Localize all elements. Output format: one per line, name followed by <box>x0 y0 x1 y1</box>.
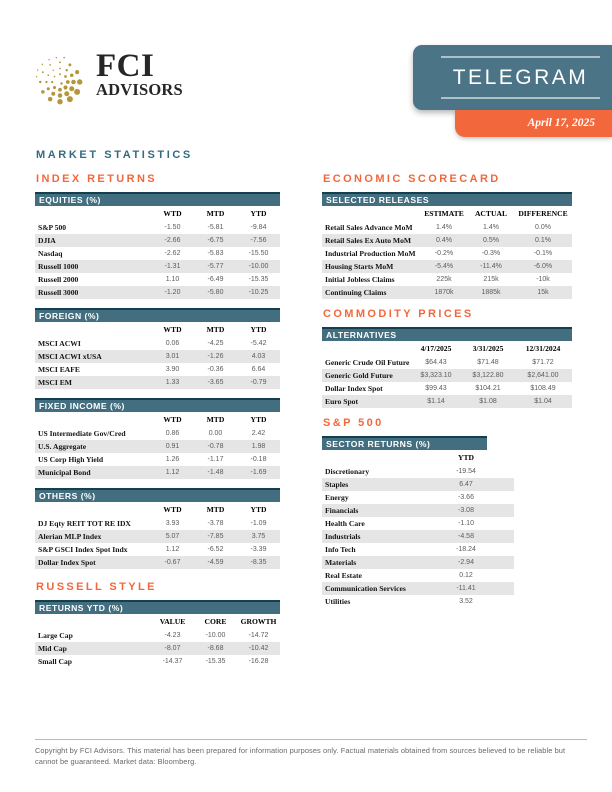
cell-value: -4.58 <box>458 533 474 540</box>
row-label: Industrials <box>325 532 361 541</box>
logo-advisors: ADVISORS <box>96 80 183 100</box>
table-title-bar: EQUITIES (%) <box>35 192 280 206</box>
cell-value: -0.78 <box>207 443 224 450</box>
cell-value: -8.68 <box>207 645 224 652</box>
cell-value: 15k <box>537 289 549 296</box>
row-label: Dollar Index Spot <box>38 558 96 567</box>
row-label: Real Estate <box>325 571 362 580</box>
row-label: Russell 1000 <box>38 262 79 271</box>
cell-value: -9.84 <box>250 224 267 231</box>
cell-value: -8.35 <box>250 559 267 566</box>
cell-value: -7.85 <box>207 533 224 540</box>
foreign-table <box>35 308 280 389</box>
sp500-heading: S&P 500 <box>323 417 384 429</box>
row-label: Euro Spot <box>325 397 358 406</box>
cell-value: -15.35 <box>248 276 269 283</box>
table-row <box>322 530 514 543</box>
cell-value: 215k <box>483 276 499 283</box>
column-header: MTD <box>206 415 225 424</box>
cell-value: 1.12 <box>165 469 180 476</box>
column-header: ESTIMATE <box>424 209 464 218</box>
table-row <box>322 247 572 260</box>
row-label: Info Tech <box>325 545 356 554</box>
cell-value: 0.12 <box>459 572 473 579</box>
table-row <box>322 478 514 491</box>
cell-value: -0.3% <box>481 250 501 257</box>
cell-value: -1.69 <box>250 469 267 476</box>
cell-value: 3.01 <box>165 353 180 360</box>
row-label: S&P GSCI Index Spot Indx <box>38 545 128 554</box>
row-label: Russell 3000 <box>38 288 79 297</box>
column-header: WTD <box>163 209 182 218</box>
cell-value: -5.42 <box>250 340 267 347</box>
cell-value: 1.26 <box>165 456 180 463</box>
fci-advisors-logo <box>33 48 183 109</box>
cell-value: -1.10 <box>458 520 474 527</box>
table-row <box>35 376 280 389</box>
copyright-footer: Copyright by FCI Advisors. This material has been prepared for information purposes only. Factual materials obtained from sources believed to be reliable but cannot be guaranteed. Market data: Bloomberg. <box>35 739 587 768</box>
table-header-row <box>322 450 514 465</box>
cell-value: $3,122.80 <box>472 372 504 379</box>
cell-value: 1.4% <box>436 224 452 231</box>
row-label: Small Cap <box>38 657 72 666</box>
table-row <box>35 466 280 479</box>
row-label: MSCI ACWI xUSA <box>38 352 102 361</box>
cell-value: -6.75 <box>207 237 224 244</box>
left-column <box>35 173 285 677</box>
cell-value: -5.4% <box>434 263 454 270</box>
cell-value: -18.24 <box>456 546 476 553</box>
column-header: WTD <box>163 415 182 424</box>
column-header: VALUE <box>159 617 186 626</box>
cell-value: -1.31 <box>164 263 181 270</box>
row-label: Staples <box>325 480 349 489</box>
cell-value: -10.00 <box>205 632 226 639</box>
table-row <box>322 504 514 517</box>
column-header: MTD <box>206 325 225 334</box>
column-header: MTD <box>206 505 225 514</box>
cell-value: -0.18 <box>250 456 267 463</box>
table-title-bar: FIXED INCOME (%) <box>35 398 280 412</box>
cell-value: 1.12 <box>165 546 180 553</box>
cell-value: -5.80 <box>207 289 224 296</box>
alternatives-table <box>322 327 572 408</box>
table-title-bar: ALTERNATIVES <box>322 327 572 341</box>
cell-value: -1.20 <box>164 289 181 296</box>
column-header: MTD <box>206 209 225 218</box>
table-row <box>322 273 572 286</box>
cell-value: -5.83 <box>207 250 224 257</box>
column-header: WTD <box>163 325 182 334</box>
table-row <box>35 629 280 642</box>
row-label: Nasdaq <box>38 249 63 258</box>
cell-value: -1.50 <box>164 224 181 231</box>
cell-value: -7.56 <box>250 237 267 244</box>
page-title: MARKET STATISTICS <box>36 149 193 161</box>
cell-value: -1.09 <box>250 520 267 527</box>
cell-value: -4.59 <box>207 559 224 566</box>
column-header: YTD <box>250 209 267 218</box>
table-row <box>35 247 280 260</box>
row-label: Industrial Production MoM <box>325 249 416 258</box>
table-row <box>322 582 514 595</box>
cell-value: 5.07 <box>165 533 180 540</box>
cell-value: 0.91 <box>165 443 180 450</box>
column-header: DIFFERENCE <box>518 209 568 218</box>
table-title-bar: SELECTED RELEASES <box>322 192 572 206</box>
cell-value: -11.41 <box>456 585 476 592</box>
table-header-row <box>35 614 280 629</box>
cell-value: 3.90 <box>165 366 180 373</box>
cell-value: $1.04 <box>534 398 552 405</box>
cell-value: -14.37 <box>162 658 183 665</box>
column-header: GROWTH <box>240 617 277 626</box>
row-label: U.S. Aggregate <box>38 442 87 451</box>
cell-value: -3.39 <box>250 546 267 553</box>
commodity-prices-heading: COMMODITY PRICES <box>323 308 474 320</box>
cell-value: $1.08 <box>479 398 497 405</box>
table-title-bar: FOREIGN (%) <box>35 308 280 322</box>
cell-value: $1.14 <box>427 398 445 405</box>
row-label: Retail Sales Ex Auto MoM <box>325 236 412 245</box>
cell-value: -10.42 <box>248 645 269 652</box>
cell-value: -5.77 <box>207 263 224 270</box>
cell-value: -3.78 <box>207 520 224 527</box>
cell-value: -6.52 <box>207 546 224 553</box>
cell-value: -3.65 <box>207 379 224 386</box>
table-title-bar: SECTOR RETURNS (%) <box>322 436 487 450</box>
column-header: 4/17/2025 <box>420 344 452 353</box>
table-header-row <box>322 206 572 221</box>
date-ribbon: April 17, 2025 <box>455 110 612 137</box>
cell-value: 3.93 <box>165 520 180 527</box>
table-row <box>322 491 514 504</box>
row-label: Continuing Claims <box>325 288 387 297</box>
row-label: Materials <box>325 558 357 567</box>
table-row <box>322 260 572 273</box>
column-header: CORE <box>204 617 227 626</box>
table-row <box>35 427 280 440</box>
column-header: ACTUAL <box>474 209 508 218</box>
cell-value: 4.03 <box>251 353 266 360</box>
table-row <box>35 530 280 543</box>
table-row <box>322 517 514 530</box>
cell-value: -2.66 <box>164 237 181 244</box>
cell-value: 1870k <box>434 289 454 296</box>
cell-value: -2.62 <box>164 250 181 257</box>
table-row <box>322 234 572 247</box>
table-row <box>35 286 280 299</box>
cell-value: -10k <box>536 276 550 283</box>
table-row <box>35 221 280 234</box>
table-row <box>35 234 280 247</box>
cell-value: -8.07 <box>164 645 181 652</box>
row-label: Russell 2000 <box>38 275 79 284</box>
row-label: MSCI EM <box>38 378 72 387</box>
row-label: MSCI ACWI <box>38 339 81 348</box>
cell-value: 1885k <box>481 289 501 296</box>
row-label: Energy <box>325 493 349 502</box>
table-row <box>35 350 280 363</box>
table-row <box>35 655 280 668</box>
cell-value: -6.49 <box>207 276 224 283</box>
cell-value: $99.43 <box>425 385 447 392</box>
row-label: Generic Gold Future <box>325 371 393 380</box>
table-row <box>322 465 514 478</box>
table-row <box>322 356 572 369</box>
logo-fci: FCI <box>96 48 155 84</box>
equities-table <box>35 192 280 299</box>
cell-value: 0.4% <box>436 237 452 244</box>
row-label: DJIA <box>38 236 56 245</box>
table-row <box>35 543 280 556</box>
cell-value: -1.48 <box>207 469 224 476</box>
cell-value: $3,323.10 <box>420 372 452 379</box>
table-header-row <box>35 502 280 517</box>
cell-value: -16.28 <box>248 658 269 665</box>
row-label: Retail Sales Advance MoM <box>325 223 413 232</box>
column-header: YTD <box>457 453 475 462</box>
cell-value: -15.50 <box>248 250 269 257</box>
row-label: Municipal Bond <box>38 468 91 477</box>
table-header-row <box>322 341 572 356</box>
cell-value: -1.26 <box>207 353 224 360</box>
telegram-banner <box>413 45 612 110</box>
table-row <box>322 569 514 582</box>
cell-value: 0.06 <box>165 340 180 347</box>
column-header: YTD <box>250 325 267 334</box>
row-label: Dollar Index Spot <box>325 384 383 393</box>
row-label: Financials <box>325 506 359 515</box>
russell-style-heading: RUSSELL STYLE <box>36 581 157 593</box>
cell-value: $108.49 <box>530 385 556 392</box>
table-header-row <box>35 206 280 221</box>
cell-value: -14.72 <box>248 632 269 639</box>
table-row <box>322 556 514 569</box>
row-label: DJ Eqty REIT TOT RE IDX <box>38 519 131 528</box>
table-row <box>35 556 280 569</box>
row-label: Mid Cap <box>38 644 67 653</box>
column-header: YTD <box>250 505 267 514</box>
column-header: YTD <box>250 415 267 424</box>
row-label: Discretionary <box>325 467 370 476</box>
cell-value: -19.54 <box>456 468 476 475</box>
row-label: Large Cap <box>38 631 73 640</box>
cell-value: 1.10 <box>165 276 180 283</box>
table-row <box>322 286 572 299</box>
table-row <box>322 543 514 556</box>
cell-value: -0.2% <box>434 250 454 257</box>
table-row <box>35 517 280 530</box>
cell-value: -6.0% <box>533 263 553 270</box>
cell-value: 3.75 <box>251 533 266 540</box>
table-row <box>35 363 280 376</box>
cell-value: -0.1% <box>533 250 553 257</box>
row-label: Initial Jobless Claims <box>325 275 395 284</box>
cell-value: 3.52 <box>459 598 473 605</box>
cell-value: 225k <box>436 276 452 283</box>
table-row <box>35 642 280 655</box>
table-row <box>35 260 280 273</box>
table-row <box>35 273 280 286</box>
cell-value: -3.08 <box>458 507 474 514</box>
table-title-bar: OTHERS (%) <box>35 488 280 502</box>
cell-value: -3.66 <box>458 494 474 501</box>
selected-releases-table <box>322 192 572 299</box>
globe-dots-icon <box>33 55 87 109</box>
cell-value: 0.0% <box>535 224 551 231</box>
cell-value: 0.86 <box>165 430 180 437</box>
row-label: Housing Starts MoM <box>325 262 394 271</box>
cell-value: -4.25 <box>207 340 224 347</box>
row-label: US Intermediate Gov/Cred <box>38 429 126 438</box>
economic-scorecard-heading: ECONOMIC SCORECARD <box>323 173 501 185</box>
table-row <box>35 337 280 350</box>
cell-value: -11.4% <box>480 263 502 270</box>
cell-value: $71.72 <box>532 359 554 366</box>
table-row <box>322 395 572 408</box>
cell-value: 6.47 <box>459 481 473 488</box>
index-returns-heading: INDEX RETURNS <box>36 173 158 185</box>
row-label: MSCI EAFE <box>38 365 80 374</box>
cell-value: $2,641.00 <box>527 372 559 379</box>
table-title-bar: RETURNS YTD (%) <box>35 600 280 614</box>
banner-rule-bottom <box>441 97 600 99</box>
table-header-row <box>35 322 280 337</box>
others-table <box>35 488 280 569</box>
sector-returns-table <box>322 436 514 608</box>
cell-value: 1.4% <box>483 224 499 231</box>
cell-value: 1.98 <box>251 443 266 450</box>
cell-value: -0.79 <box>250 379 267 386</box>
cell-value: -2.94 <box>458 559 474 566</box>
row-label: Alerian MLP Index <box>38 532 102 541</box>
table-row <box>322 369 572 382</box>
table-row <box>35 440 280 453</box>
cell-value: 6.64 <box>251 366 266 373</box>
cell-value: -15.35 <box>205 658 226 665</box>
row-label: Utilities <box>325 597 351 606</box>
cell-value: -5.81 <box>207 224 224 231</box>
cell-value: -10.25 <box>248 289 269 296</box>
russell-returns-table <box>35 600 280 668</box>
cell-value: -4.23 <box>164 632 181 639</box>
right-column <box>322 173 585 617</box>
table-row <box>322 382 572 395</box>
cell-value: -1.17 <box>207 456 224 463</box>
cell-value: 0.00 <box>208 430 223 437</box>
cell-value: $71.48 <box>477 359 499 366</box>
column-header: 3/31/2025 <box>472 344 504 353</box>
table-header-row <box>35 412 280 427</box>
banner-rule-top <box>441 56 600 58</box>
cell-value: -10.00 <box>248 263 269 270</box>
table-row <box>322 595 514 608</box>
cell-value: 2.42 <box>251 430 266 437</box>
fixed-income-table <box>35 398 280 479</box>
row-label: Communication Services <box>325 584 406 593</box>
banner-title: TELEGRAM <box>452 65 589 89</box>
table-row <box>322 221 572 234</box>
cell-value: 0.1% <box>535 237 551 244</box>
row-label: Generic Crude Oil Future <box>325 358 410 367</box>
row-label: US Corp High Yield <box>38 455 104 464</box>
row-label: Health Care <box>325 519 365 528</box>
logo-wordmark <box>96 48 183 100</box>
cell-value: 1.33 <box>165 379 180 386</box>
column-header: WTD <box>163 505 182 514</box>
table-row <box>35 453 280 466</box>
column-header: 12/31/2024 <box>525 344 561 353</box>
cell-value: -0.67 <box>164 559 181 566</box>
cell-value: $104.21 <box>475 385 501 392</box>
cell-value: $64.43 <box>425 359 447 366</box>
cell-value: 0.5% <box>483 237 499 244</box>
row-label: S&P 500 <box>38 223 67 232</box>
cell-value: -0.36 <box>207 366 224 373</box>
